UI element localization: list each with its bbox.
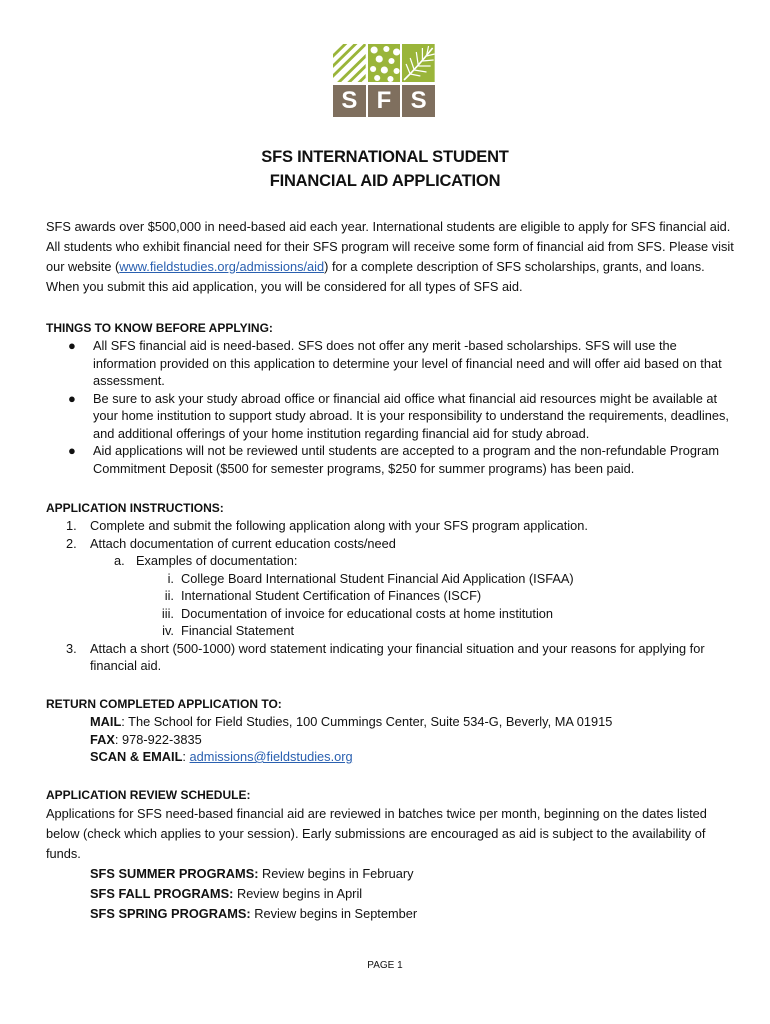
doc-example-2 — [46, 587, 736, 605]
leaf-stripes-icon — [333, 44, 366, 82]
schedule-heading: APPLICATION REVIEW SCHEDULE: — [46, 788, 251, 802]
fax-label: FAX — [90, 731, 115, 747]
list-item-text: All SFS financial aid is need-based. SFS does not offer any merit -based scholarships. SFS will use the information provided on this application to determine your level of financial need and will offer aid based on that assessment. — [93, 338, 722, 388]
doc-example-3 — [46, 605, 736, 623]
step-text: Financial Statement — [181, 623, 295, 638]
mail-value: : The School for Field Studies, 100 Cummings Center, Suite 534-G, Beverly, MA 01915 — [121, 714, 613, 729]
scan-email-label: SCAN & EMAIL — [90, 749, 183, 764]
intro-text-1: SFS awards over $500,000 in need-based aid each year. International students are eligible to apply for SFS financial aid. All students who exhibit financial need for their SFS program will receive some form of financial aid from SFS. Please visit our website ( — [46, 219, 734, 274]
step-text: Examples of documentation: — [136, 553, 298, 568]
logo-letter-s2: S — [402, 85, 435, 117]
things-to-know-list — [46, 337, 736, 477]
instructions-heading: APPLICATION INSTRUCTIONS: — [46, 501, 224, 515]
aid-website-link[interactable]: www.fieldstudies.org/admissions/aid — [119, 259, 325, 274]
step-number: 1. — [66, 518, 77, 533]
step-text: Complete and submit the following application along with your SFS program application. — [90, 518, 588, 533]
instructions-section — [46, 499, 736, 675]
scan-email-sep: : — [182, 749, 190, 764]
fern-icon — [402, 44, 435, 82]
step-number: iv. — [162, 623, 174, 638]
fall-label: SFS FALL PROGRAMS: — [90, 886, 234, 901]
step-text: Documentation of invoice for educational costs at home institution — [181, 605, 554, 621]
fall-value: Review begins in April — [233, 886, 363, 901]
step-text: College Board International Student Financial Aid Application (ISFAA) — [181, 570, 574, 586]
doc-example-1 — [46, 570, 736, 588]
intro-text-2: ) for a complete description of SFS scholarships, grants, and loans. When you submit this aid application, you will be considered for all types of SFS aid. — [46, 259, 705, 294]
fax-value: : 978-922-3835 — [114, 731, 202, 747]
title-line-1: SFS INTERNATIONAL STUDENT — [261, 148, 509, 166]
step-number: ii. — [164, 588, 174, 603]
instruction-sub-a — [46, 552, 736, 570]
step-number: 3. — [66, 640, 77, 656]
step-text: Attach a short (500-1000) word statement indicating your financial situation and your reasons for applying for financial aid. — [90, 640, 705, 673]
intro-paragraph — [46, 217, 736, 297]
bullet-icon: ● — [68, 390, 76, 406]
admissions-email-link[interactable]: admissions@fieldstudies.org — [189, 749, 353, 764]
logo-letter-f: F — [368, 85, 401, 117]
summer-value: Review begins in February — [258, 866, 414, 881]
logo-tiles — [333, 44, 435, 82]
instruction-step-2 — [46, 535, 736, 553]
logo-letters — [333, 85, 435, 117]
return-to-heading: RETURN COMPLETED APPLICATION TO: — [46, 697, 282, 711]
step-number: i. — [167, 570, 174, 586]
bullet-icon: ● — [68, 338, 76, 353]
list-item — [46, 442, 736, 477]
things-to-know-heading: THINGS TO KNOW BEFORE APPLYING: — [46, 321, 273, 335]
page-number: PAGE 1 — [367, 960, 403, 971]
step-number: 2. — [66, 535, 77, 551]
instruction-step-3 — [46, 640, 736, 675]
instruction-step-1 — [46, 517, 736, 535]
list-item-text: Aid applications will not be reviewed until students are accepted to a program and the non-refundable Program Commitment Deposit ($500 for semester programs, $250 for summer programs) has been paid. — [93, 443, 719, 476]
spring-label: SFS SPRING PROGRAMS: — [90, 906, 251, 921]
list-item — [46, 390, 736, 443]
summer-label: SFS SUMMER PROGRAMS: — [90, 866, 259, 881]
logo-letter-s1: S — [333, 85, 366, 117]
schedule-section — [46, 786, 736, 924]
step-text: International Student Certification of Finances (ISCF) — [181, 588, 482, 603]
mail-line — [46, 713, 736, 731]
things-to-know-section — [46, 319, 736, 477]
step-number: a. — [114, 553, 125, 568]
schedule-spring — [46, 904, 736, 924]
mail-label: MAIL — [90, 714, 122, 729]
bullet-icon: ● — [68, 443, 76, 458]
doc-example-4 — [46, 622, 736, 640]
schedule-summer — [46, 864, 736, 884]
title-line-2: FINANCIAL AID APPLICATION — [269, 172, 501, 190]
fax-line — [46, 731, 736, 749]
schedule-paragraph: Applications for SFS need-based financial aid are reviewed in batches twice per month, beginning on the dates listed below (check which applies to your session). Early submissions are encouraged as aid is subject to the availability of funds. — [46, 806, 707, 861]
cells-pattern-icon — [368, 44, 401, 82]
schedule-fall — [46, 884, 736, 904]
email-line — [46, 748, 736, 766]
step-number: iii. — [161, 605, 174, 621]
step-text: Attach documentation of current education costs/need — [90, 535, 396, 551]
list-item-text: Be sure to ask your study abroad office or financial aid office what financial aid resources might be available at your home institution to support study abroad. It is your responsibility to understand the requirements, deadlines, and additional offerings of your home institution regarding financial aid for study abroad. — [93, 390, 729, 441]
page-title — [0, 145, 770, 193]
return-to-section — [46, 695, 736, 766]
list-item — [46, 337, 736, 390]
sfs-logo — [333, 44, 435, 117]
spring-value: Review begins in September — [250, 906, 418, 921]
